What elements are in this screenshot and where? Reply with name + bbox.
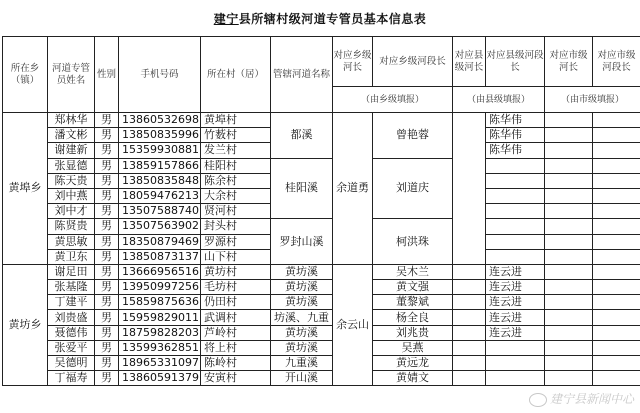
town-cell: 黄坊乡 xyxy=(3,264,48,386)
table-row xyxy=(3,280,640,295)
watermark xyxy=(529,390,634,407)
section-chief-cell: 曾艳蓉 xyxy=(373,113,453,159)
phone-cell: 15359930881 xyxy=(119,143,201,158)
phone-cell: 13860532698 xyxy=(119,113,201,128)
county-section-chief-cell xyxy=(486,371,545,386)
county-chief-cell xyxy=(453,325,486,340)
name-cell: 张基隆 xyxy=(48,280,95,295)
city-chief-cell xyxy=(545,249,593,264)
header-town-chief: 对应乡级河长 xyxy=(333,37,373,87)
village-cell: 武调村 xyxy=(201,310,271,325)
phone-cell: 18059476213 xyxy=(119,188,201,203)
county-chief-cell xyxy=(453,280,486,295)
city-section-chief-cell xyxy=(593,280,640,295)
city-chief-cell xyxy=(545,143,593,158)
gender-cell: 男 xyxy=(95,128,119,143)
table-header xyxy=(3,37,640,113)
city-chief-cell xyxy=(545,325,593,340)
town-chief-cell: 余道勇 xyxy=(333,113,373,265)
table-row xyxy=(3,325,640,340)
city-chief-cell xyxy=(545,295,593,310)
county-chief-cell xyxy=(453,295,486,310)
county-section-chief-cell xyxy=(486,356,545,371)
village-cell: 芦岭村 xyxy=(201,325,271,340)
village-cell: 发兰村 xyxy=(201,143,271,158)
city-chief-cell xyxy=(545,371,593,386)
city-section-chief-cell xyxy=(593,340,640,355)
header-county-section-chief: 对应县级河段长 xyxy=(486,37,545,87)
county-chief-cell xyxy=(453,340,486,355)
gender-cell: 男 xyxy=(95,264,119,279)
table-row xyxy=(3,158,640,173)
name-cell: 张显德 xyxy=(48,158,95,173)
river-cell: 桂阳溪 xyxy=(271,158,333,219)
header-fill-county: （由县级填报） xyxy=(453,87,545,113)
name-cell: 谢足田 xyxy=(48,264,95,279)
county-chief-cell xyxy=(453,113,486,265)
gender-cell: 男 xyxy=(95,325,119,340)
table-row xyxy=(3,113,640,128)
city-chief-cell xyxy=(545,356,593,371)
header-city-chief: 对应市级河长 xyxy=(545,37,593,87)
gender-cell: 男 xyxy=(95,113,119,128)
river-cell: 九重溪 xyxy=(271,356,333,371)
header-village: 所在村（居） xyxy=(201,37,271,113)
county-chief-cell xyxy=(453,310,486,325)
name-cell: 黄思敏 xyxy=(48,234,95,249)
info-table xyxy=(2,36,640,386)
phone-cell: 18759828203 xyxy=(119,325,201,340)
section-chief-cell: 黄远龙 xyxy=(373,356,453,371)
city-chief-cell xyxy=(545,113,593,128)
watermark-text: 建宁县新闻中心 xyxy=(549,392,634,406)
city-section-chief-cell xyxy=(593,295,640,310)
village-cell: 安寅村 xyxy=(201,371,271,386)
city-section-chief-cell xyxy=(593,325,640,340)
county-section-chief-cell: 陈华伟 xyxy=(486,143,545,158)
phone-cell: 18350879469 xyxy=(119,234,201,249)
section-chief-cell: 黄文强 xyxy=(373,280,453,295)
name-cell: 吴德明 xyxy=(48,356,95,371)
village-cell: 黄埠村 xyxy=(201,113,271,128)
city-chief-cell xyxy=(545,280,593,295)
gender-cell: 男 xyxy=(95,371,119,386)
river-cell: 黄坊溪 xyxy=(271,264,333,279)
section-chief-cell: 刘道庆 xyxy=(373,158,453,219)
phone-cell: 13666956516 xyxy=(119,264,201,279)
city-section-chief-cell xyxy=(593,188,640,203)
village-cell: 竹薮村 xyxy=(201,128,271,143)
gender-cell: 男 xyxy=(95,143,119,158)
city-chief-cell xyxy=(545,219,593,234)
phone-cell: 15859875636 xyxy=(119,295,201,310)
table-row xyxy=(3,295,640,310)
table-row xyxy=(3,264,640,279)
phone-cell: 13850835996 xyxy=(119,128,201,143)
gender-cell: 男 xyxy=(95,340,119,355)
river-cell: 黄坊溪 xyxy=(271,295,333,310)
header-phone: 手机号码 xyxy=(119,37,201,113)
section-chief-cell: 吴木兰 xyxy=(373,264,453,279)
river-cell: 黄坊溪 xyxy=(271,280,333,295)
table-row xyxy=(3,219,640,234)
gender-cell: 男 xyxy=(95,204,119,219)
river-cell: 坊溪、九重 xyxy=(271,310,333,325)
village-cell: 仍田村 xyxy=(201,295,271,310)
village-cell: 大余村 xyxy=(201,188,271,203)
river-cell: 黄坊溪 xyxy=(271,340,333,355)
river-cell: 黄坊溪 xyxy=(271,325,333,340)
county-section-chief-cell: 连云进 xyxy=(486,280,545,295)
phone-cell: 18965331097 xyxy=(119,356,201,371)
river-cell: 开山溪 xyxy=(271,371,333,386)
header-name: 河道专管员姓名 xyxy=(48,37,95,113)
river-cell: 罗封山溪 xyxy=(271,219,333,265)
title-county: 建宁 xyxy=(213,12,239,26)
village-cell: 毛坊村 xyxy=(201,280,271,295)
city-chief-cell xyxy=(545,234,593,249)
phone-cell: 13860591379 xyxy=(119,371,201,386)
name-cell: 刘贵盛 xyxy=(48,310,95,325)
phone-cell: 13850873137 xyxy=(119,249,201,264)
city-section-chief-cell xyxy=(593,371,640,386)
village-cell: 将上村 xyxy=(201,340,271,355)
town-chief-cell: 余云山 xyxy=(333,264,373,386)
name-cell: 丁建平 xyxy=(48,295,95,310)
county-section-chief-cell: 陈华伟 xyxy=(486,113,545,128)
section-chief-cell: 吴燕 xyxy=(373,340,453,355)
section-chief-cell: 黄婧文 xyxy=(373,371,453,386)
name-cell: 陈天贵 xyxy=(48,173,95,188)
county-section-chief-cell xyxy=(486,219,545,234)
header-town-section-chief: 对应乡级河段长 xyxy=(373,37,453,87)
header-river: 管辖河道名称 xyxy=(271,37,333,113)
city-chief-cell xyxy=(545,310,593,325)
phone-cell: 15959829011 xyxy=(119,310,201,325)
table-body xyxy=(3,113,640,386)
village-cell: 罗源村 xyxy=(201,234,271,249)
city-chief-cell xyxy=(545,264,593,279)
name-cell: 刘中才 xyxy=(48,204,95,219)
name-cell: 黄卫东 xyxy=(48,249,95,264)
phone-cell: 13859157866 xyxy=(119,158,201,173)
city-chief-cell xyxy=(545,188,593,203)
gender-cell: 男 xyxy=(95,234,119,249)
header-city-section-chief: 对应市级河段长 xyxy=(593,37,640,87)
city-chief-cell xyxy=(545,340,593,355)
county-chief-cell xyxy=(453,264,486,279)
village-cell: 陈岭村 xyxy=(201,356,271,371)
city-chief-cell xyxy=(545,128,593,143)
name-cell: 聂德伟 xyxy=(48,325,95,340)
header-gender: 性别 xyxy=(95,37,119,113)
county-section-chief-cell: 连云进 xyxy=(486,295,545,310)
city-chief-cell xyxy=(545,204,593,219)
gender-cell: 男 xyxy=(95,280,119,295)
county-chief-cell xyxy=(453,371,486,386)
gender-cell: 男 xyxy=(95,310,119,325)
name-cell: 谢建新 xyxy=(48,143,95,158)
table-row xyxy=(3,310,640,325)
city-section-chief-cell xyxy=(593,219,640,234)
city-section-chief-cell xyxy=(593,158,640,173)
village-cell: 黄坊村 xyxy=(201,264,271,279)
city-section-chief-cell xyxy=(593,249,640,264)
table-row xyxy=(3,340,640,355)
gender-cell: 男 xyxy=(95,173,119,188)
town-cell: 黄埠乡 xyxy=(3,113,48,265)
section-chief-cell: 柯洪珠 xyxy=(373,219,453,265)
city-section-chief-cell xyxy=(593,264,640,279)
village-cell: 封头村 xyxy=(201,219,271,234)
county-section-chief-cell xyxy=(486,188,545,203)
city-section-chief-cell xyxy=(593,204,640,219)
county-section-chief-cell xyxy=(486,204,545,219)
name-cell: 刘中燕 xyxy=(48,188,95,203)
name-cell: 丁福寿 xyxy=(48,371,95,386)
river-cell: 都溪 xyxy=(271,113,333,159)
village-cell: 贤河村 xyxy=(201,204,271,219)
section-chief-cell: 刘兆贵 xyxy=(373,325,453,340)
county-section-chief-cell xyxy=(486,158,545,173)
gender-cell: 男 xyxy=(95,158,119,173)
page-title xyxy=(0,10,640,27)
county-section-chief-cell: 连云进 xyxy=(486,310,545,325)
gender-cell: 男 xyxy=(95,219,119,234)
gender-cell: 男 xyxy=(95,295,119,310)
name-cell: 郑林华 xyxy=(48,113,95,128)
name-cell: 张爱平 xyxy=(48,340,95,355)
gender-cell: 男 xyxy=(95,188,119,203)
county-section-chief-cell: 连云进 xyxy=(486,264,545,279)
gender-cell: 男 xyxy=(95,356,119,371)
village-cell: 陈余村 xyxy=(201,173,271,188)
city-section-chief-cell xyxy=(593,128,640,143)
county-section-chief-cell: 陈华伟 xyxy=(486,128,545,143)
village-cell: 山下村 xyxy=(201,249,271,264)
section-chief-cell: 杨全良 xyxy=(373,310,453,325)
city-section-chief-cell xyxy=(593,356,640,371)
phone-cell: 13507588740 xyxy=(119,204,201,219)
city-section-chief-cell xyxy=(593,234,640,249)
county-section-chief-cell: 连云进 xyxy=(486,325,545,340)
name-cell: 潘文彬 xyxy=(48,128,95,143)
city-chief-cell xyxy=(545,158,593,173)
header-fill-town: （由乡级填报） xyxy=(333,87,453,113)
phone-cell: 13950997256 xyxy=(119,280,201,295)
city-section-chief-cell xyxy=(593,173,640,188)
county-section-chief-cell xyxy=(486,249,545,264)
phone-cell: 13599362851 xyxy=(119,340,201,355)
title-text: 县所辖村级河道专管员基本信息表 xyxy=(238,12,427,26)
table-row xyxy=(3,356,640,371)
county-chief-cell xyxy=(453,356,486,371)
village-cell: 桂阳村 xyxy=(201,158,271,173)
county-section-chief-cell xyxy=(486,173,545,188)
phone-cell: 13507563902 xyxy=(119,219,201,234)
city-chief-cell xyxy=(545,173,593,188)
phone-cell: 13850835848 xyxy=(119,173,201,188)
county-section-chief-cell xyxy=(486,234,545,249)
header-town: 所在乡（镇） xyxy=(3,37,48,113)
section-chief-cell: 董黎斌 xyxy=(373,295,453,310)
gender-cell: 男 xyxy=(95,249,119,264)
wechat-icon xyxy=(529,393,547,407)
name-cell: 陈贤贵 xyxy=(48,219,95,234)
table-row xyxy=(3,371,640,386)
city-section-chief-cell xyxy=(593,310,640,325)
city-section-chief-cell xyxy=(593,143,640,158)
city-section-chief-cell xyxy=(593,113,640,128)
header-fill-city: （由市级填报） xyxy=(545,87,640,113)
header-county-chief: 对应县级河长 xyxy=(453,37,486,87)
county-section-chief-cell xyxy=(486,340,545,355)
